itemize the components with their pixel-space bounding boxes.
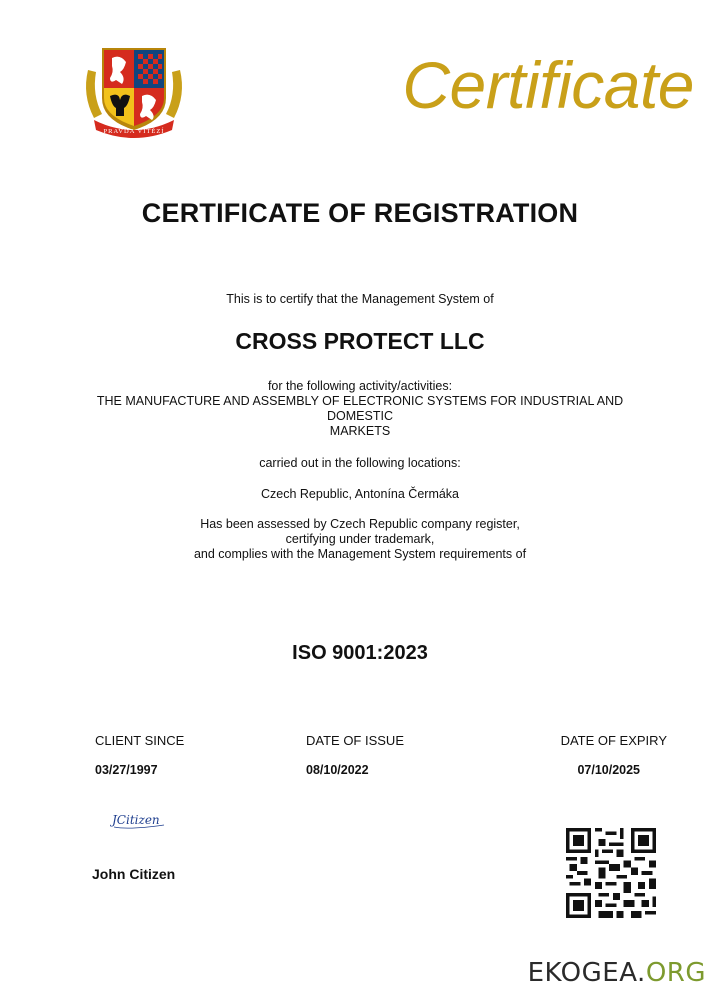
assessment-line-1: Has been assessed by Czech Republic company register, [200,517,520,531]
signer-name: John Citizen [92,866,176,882]
watermark-part-2: ORG [645,958,706,988]
signature-icon [110,808,170,832]
company-name: CROSS PROTECT LLC [235,328,485,354]
issue-date-label: DATE OF ISSUE [306,733,404,748]
client-since-label: CLIENT SINCE [95,733,185,748]
assessment-block [0,517,720,562]
coat-of-arms-icon [80,40,188,140]
activity-line-3: MARKETS [329,424,391,438]
activity-line-2: DOMESTIC [327,409,393,423]
assessment-line-2: certifying under trademark, [285,532,435,546]
activity-intro: for the following activity/activities: [267,379,453,393]
watermark-part-1: EKOGEA. [527,958,646,988]
client-since-value: 03/27/1997 [95,763,158,777]
assessment-line-3: and complies with the Management System requirements of [193,547,527,561]
qr-code-icon [566,828,656,918]
activity-block [0,379,720,439]
expiry-date-value: 07/10/2025 [577,763,640,777]
signature-text: JCitizen [112,813,160,827]
expiry-date-label: DATE OF EXPIRY [560,733,667,748]
issue-date-value: 08/10/2022 [306,763,369,777]
locations-intro: carried out in the following locations: [259,456,461,470]
page-title: CERTIFICATE OF REGISTRATION [141,198,579,228]
location-value: Czech Republic, Antonína Čermáka [260,487,460,501]
standard-name: ISO 9001:2023 [292,642,428,664]
activity-line-1: THE MANUFACTURE AND ASSEMBLY OF ELECTRONIC SYSTEMS FOR INDUSTRIAL AND [96,394,624,408]
watermark [528,958,706,988]
certificate-heading: Certificate [402,48,694,122]
certify-intro: This is to certify that the Management System of [226,292,494,306]
emblem-motto: PRAVDA VÍTĚZÍ [103,128,165,135]
